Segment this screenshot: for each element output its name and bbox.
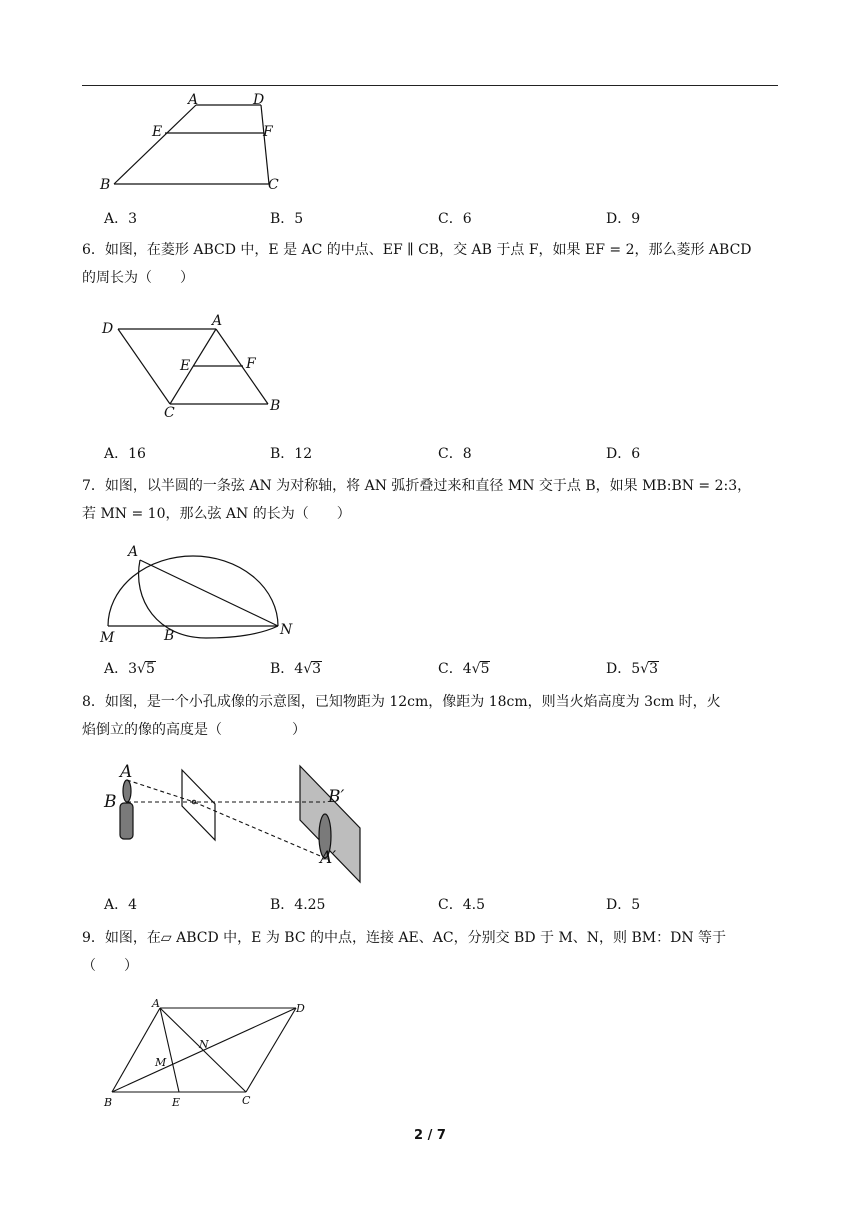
option-d: D．6 (606, 446, 641, 462)
label-B: B (104, 792, 117, 812)
question-6-line1: 6．如图，在菱形 ABCD 中，E 是 AC 的中点、EF ∥ CB，交 AB 于点 F，如果 EF = 2，那么菱形 ABCD (82, 242, 752, 258)
option-c: C．4√5 (438, 661, 490, 677)
label-B: B (104, 1096, 113, 1109)
question-9 (82, 924, 782, 980)
option-a: A．3√5 (104, 661, 155, 677)
figure-q8-pinhole (100, 758, 370, 886)
figure-q5-trapezoid (96, 90, 296, 195)
option-b: B．12 (270, 446, 313, 462)
question-7 (82, 472, 782, 528)
q5-options (104, 208, 704, 230)
figure-q9-parallelogram (98, 996, 318, 1114)
option-d: D．5√3 (606, 661, 658, 677)
label-B: B (270, 398, 281, 414)
label-A: A (120, 762, 133, 782)
question-9-line1: 9．如图，在▱ ABCD 中，E 为 BC 的中点，连接 AE、AC，分别交 BD 于 M、N，则 BM：DN 等于 (82, 930, 727, 946)
question-8-line1: 8．如图，是一个小孔成像的示意图，已知物距为 12cm，像距为 18cm，则当火焰高度为 3cm 时，火 (82, 694, 721, 710)
label-F: F (246, 356, 256, 372)
option-d: D．5 (606, 897, 641, 913)
option-c: C．6 (438, 211, 472, 227)
question-8 (82, 688, 782, 744)
label-D: D (296, 1002, 305, 1015)
label-F: F (263, 124, 273, 140)
question-7-line1: 7．如图，以半圆的一条弦 AN 为对称轴，将 AN 弧折叠过来和直径 MN 交于点 B，如果 MB:BN = 2:3， (82, 478, 752, 494)
label-A: A (212, 313, 223, 329)
label-C: C (242, 1094, 251, 1107)
label-D: D (253, 92, 265, 108)
question-6 (82, 236, 782, 292)
option-b: B．5 (270, 211, 304, 227)
option-a: A．3 (104, 211, 138, 227)
question-6-line2: 的周长为（ ） (82, 270, 194, 286)
figure-q7-semicircle (96, 538, 306, 646)
q6-options (104, 443, 704, 465)
label-A: A (128, 544, 139, 560)
question-7-line2: 若 MN = 10，那么弦 AN 的长为（ ） (82, 506, 351, 522)
label-C: C (268, 177, 279, 193)
label-A-prime: A′ (320, 848, 337, 868)
q8-options (104, 894, 704, 916)
question-8-line2: 焰倒立的像的高度是（ ） (82, 722, 306, 738)
figure-q6-rhombus (98, 312, 298, 422)
option-a: A．16 (104, 446, 146, 462)
question-9-line2: （ ） (82, 958, 138, 974)
label-C: C (164, 405, 175, 421)
label-M: M (100, 630, 115, 646)
label-B-prime: B′ (328, 787, 345, 807)
label-A: A (188, 92, 199, 108)
label-A: A (152, 997, 160, 1010)
q7-options (104, 658, 704, 680)
label-M: M (155, 1056, 167, 1069)
label-E: E (172, 1096, 181, 1109)
label-B: B (164, 628, 175, 644)
option-b: B．4√3 (270, 661, 322, 677)
option-c: C．4.5 (438, 897, 485, 913)
page-number: 2 / 7 (414, 1128, 446, 1143)
option-b: B．4.25 (270, 897, 326, 913)
label-E: E (152, 124, 163, 140)
label-N: N (199, 1038, 209, 1051)
option-c: C．8 (438, 446, 472, 462)
label-N: N (280, 622, 293, 638)
label-E: E (180, 358, 191, 374)
header-rule (82, 85, 778, 86)
option-d: D．9 (606, 211, 641, 227)
label-D: D (102, 321, 114, 337)
option-a: A．4 (104, 897, 138, 913)
label-B: B (100, 177, 111, 193)
